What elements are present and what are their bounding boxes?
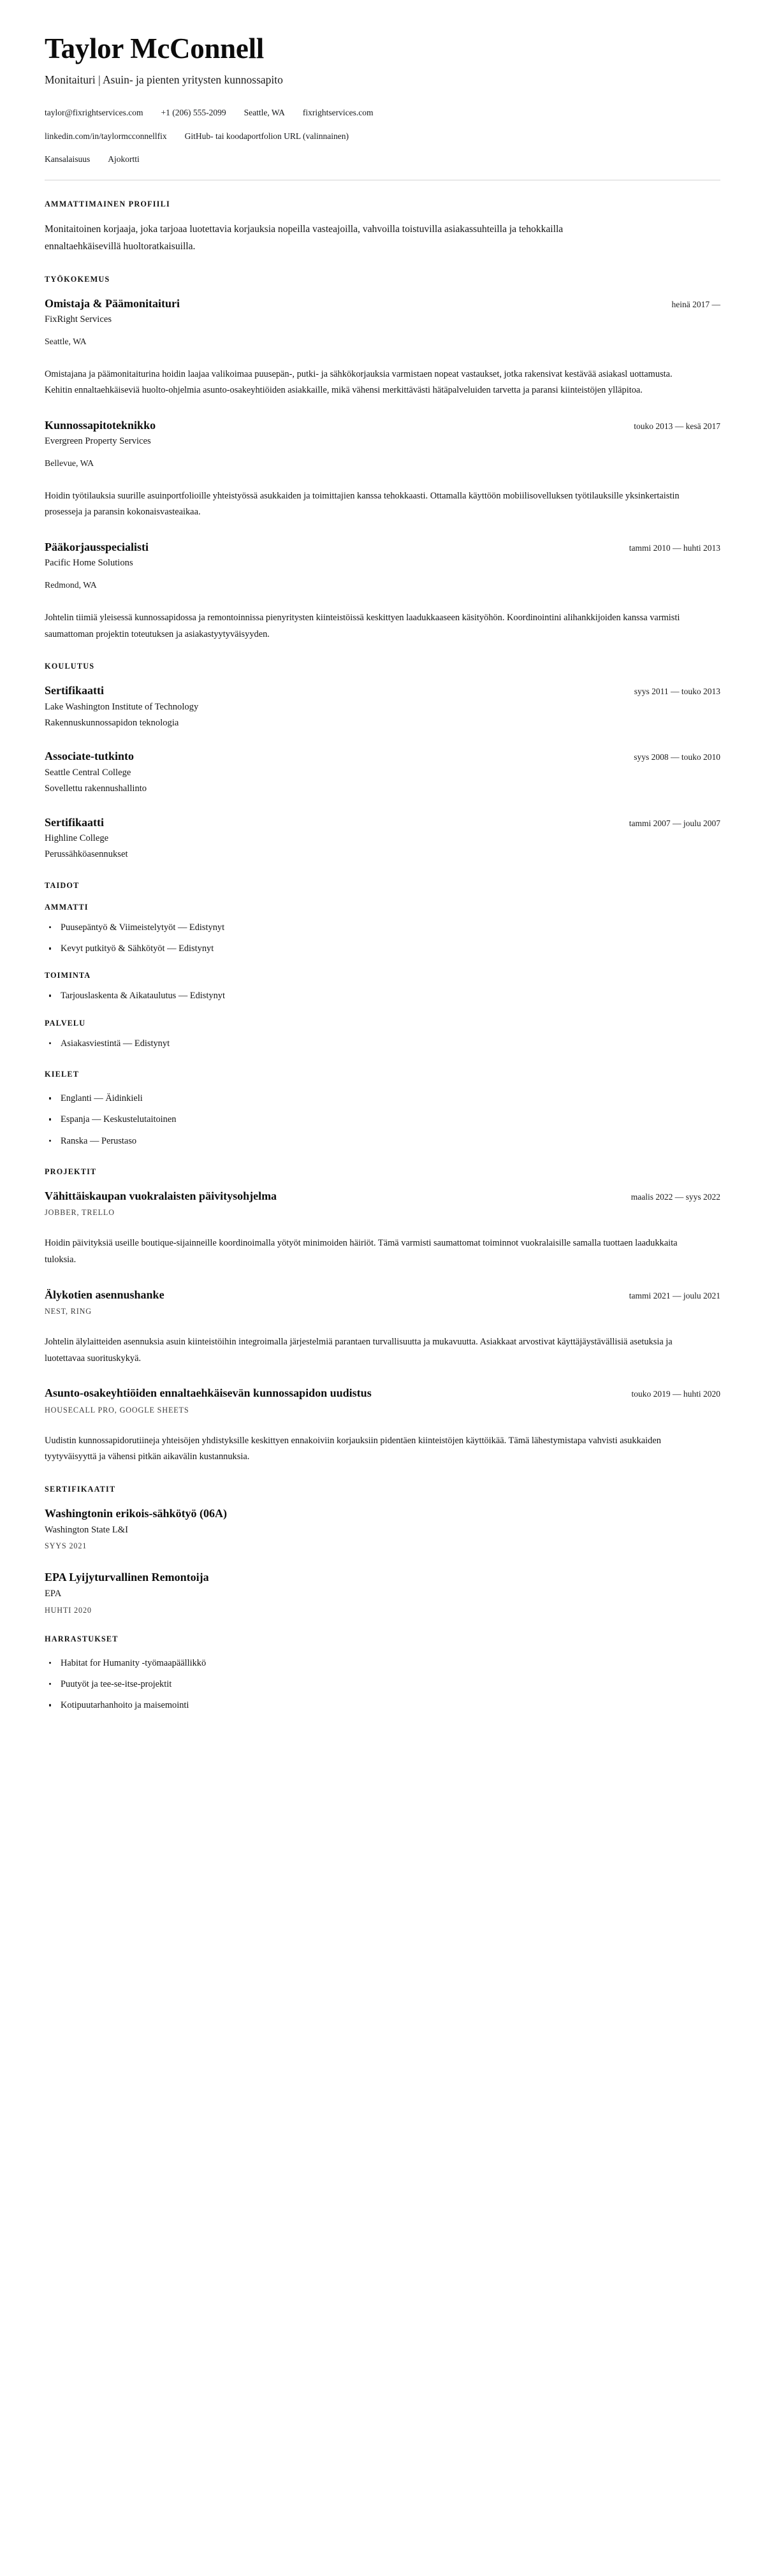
experience-location: Seattle, WA bbox=[45, 336, 87, 346]
skill-list bbox=[45, 1037, 720, 1051]
experience-entry bbox=[45, 418, 720, 521]
certificate-entry-header bbox=[45, 1570, 720, 1585]
language-item: Ranska — Perustaso bbox=[45, 1134, 720, 1148]
candidate-name: Taylor McConnell bbox=[45, 33, 264, 64]
education-dates: tammi 2007 — joulu 2007 bbox=[629, 818, 720, 828]
education-dates: syys 2011 — touko 2013 bbox=[634, 687, 720, 697]
experience-role: Pääkorjausspecialisti bbox=[45, 541, 149, 554]
profile-summary-text: Monitaitoinen korjaaja, joka tarjoaa luotettavia korjauksia nopeilla vasteajoilla, vahvoilla toistuvilla asiakassuhteilla ja tehokkailla ennaltaehkäisevillä huoltoratkaisuilla. bbox=[45, 223, 564, 252]
project-description: Hoidin päivityksiä useille boutique-sijainneille koordinoimalla yötyöt minimoiden häiriöt. Tämä varmisti saumattomat toiminnot vuokralaisille samalla tuottaen laadukkaita tuloksia. bbox=[45, 1238, 678, 1265]
section-skills bbox=[45, 881, 720, 1051]
certificate-date: SYYS 2021 bbox=[45, 1541, 87, 1551]
skill-item: Kevyt putkityö & Sähkötyöt — Edistynyt bbox=[45, 942, 720, 956]
project-name: Asunto-osakeyhtiöiden ennaltaehkäisevän kunnossapidon uudistus bbox=[45, 1386, 372, 1400]
hobby-item: Kotipuutarhanhoito ja maisemointi bbox=[45, 1698, 720, 1712]
experience-organization: Pacific Home Solutions bbox=[45, 558, 133, 569]
certificate-name: Washingtonin erikois-sähkötyö (06A) bbox=[45, 1507, 228, 1520]
education-entry-header bbox=[45, 683, 720, 698]
experience-description: Omistajana ja päämonitaiturina hoidin laajaa valikoimaa puusepän-, putki- ja sähkökorjauksia varmistaen nopeat vastaukset, jotka rakensivat kestävää asiakasl uottamusta. Kehitin ennaltaehkäiseviä huolto-ohjelmia asunto-osakeyhtiöiden asiakkaille, mikä vähensi merkittävästi hätäpalveluiden tarvetta ja paransi kiinteistöjen ylläpitoa. bbox=[45, 368, 673, 396]
section-title-projects: PROJEKTIT bbox=[45, 1167, 97, 1177]
contact-linkedin[interactable]: linkedin.com/in/taylormcconnellfix bbox=[45, 131, 167, 141]
section-languages bbox=[45, 1070, 720, 1148]
education-degree: Sertifikaatti bbox=[45, 815, 104, 829]
section-hobbies bbox=[45, 1634, 720, 1713]
hobby-item: Puutyöt ja tee-se-itse-projektit bbox=[45, 1677, 720, 1691]
contact-row-extra bbox=[45, 153, 720, 166]
skill-group-name: AMMATTI bbox=[45, 902, 89, 912]
certificate-issuer: Washington State L&I bbox=[45, 1524, 128, 1535]
section-title-education: KOULUTUS bbox=[45, 662, 95, 671]
section-profile bbox=[45, 200, 720, 256]
contact-website[interactable]: fixrightservices.com bbox=[302, 108, 374, 118]
project-name: Vähittäiskaupan vuokralaisten päivitysohjelma bbox=[45, 1190, 277, 1203]
experience-entry bbox=[45, 296, 720, 399]
contact-phone[interactable]: +1 (206) 555-2099 bbox=[161, 108, 226, 118]
section-experience bbox=[45, 275, 720, 643]
section-title-experience: TYÖKOKEMUS bbox=[45, 274, 110, 284]
section-education bbox=[45, 662, 720, 862]
hobby-item: Habitat for Humanity -työmaapäällikkö bbox=[45, 1656, 720, 1670]
education-dates: syys 2008 — touko 2010 bbox=[634, 752, 720, 762]
experience-dates: heinä 2017 — bbox=[671, 299, 720, 309]
skill-item: Tarjouslaskenta & Aikataulutus — Edistynyt bbox=[45, 989, 720, 1003]
project-dates: maalis 2022 — syys 2022 bbox=[630, 1192, 720, 1202]
contact-portfolio[interactable]: GitHub- tai koodaportfolion URL (valinnainen) bbox=[184, 131, 349, 141]
section-title-languages: KIELET bbox=[45, 1070, 80, 1079]
experience-organization: FixRight Services bbox=[45, 314, 112, 324]
experience-entry bbox=[45, 540, 720, 643]
experience-description: Hoidin työtilauksia suurille asuinportfolioille yhteistyössä asukkaiden ja toimittajien kanssa tehokkaasti. Ottamalla käyttöön mobiilisovelluksen työtilauksille yksinkertaistin prosesseja ja paransin kokonaisvasteaikaa. bbox=[45, 490, 680, 518]
education-field: Rakennuskunnossapidon teknologia bbox=[45, 717, 179, 728]
education-school: Highline College bbox=[45, 833, 109, 844]
section-title-certificates: SERTIFIKAATIT bbox=[45, 1485, 116, 1494]
skill-list bbox=[45, 921, 720, 956]
experience-entry-header bbox=[45, 296, 720, 311]
section-title-skills: TAIDOT bbox=[45, 880, 80, 890]
education-field: Perussähköasennukset bbox=[45, 848, 128, 859]
certificate-entry-header bbox=[45, 1506, 720, 1521]
certificate-entry bbox=[45, 1506, 720, 1551]
education-entry-header bbox=[45, 815, 720, 830]
project-description: Uudistin kunnossapidorutiineja yhteisöjen yhdistyksille keskittyen ennakoiviin korjauksiin pidentäen kiinteistöjen käyttöikää. Tämä lähestymistapa vahvisti asukkaiden tyytyväisyyttä ja vähensi pitkän aikavälin kustannuksia. bbox=[45, 1435, 661, 1462]
certificate-date: HUHTI 2020 bbox=[45, 1605, 92, 1615]
contact-email[interactable]: taylor@fixrightservices.com bbox=[45, 108, 143, 118]
language-list bbox=[45, 1091, 720, 1148]
experience-location: Redmond, WA bbox=[45, 580, 97, 590]
contact-location: Seattle, WA bbox=[244, 108, 285, 118]
project-tools: JOBBER, TRELLO bbox=[45, 1208, 115, 1218]
project-entry-header bbox=[45, 1288, 720, 1302]
education-degree: Sertifikaatti bbox=[45, 684, 104, 697]
section-projects bbox=[45, 1167, 720, 1466]
language-item: Englanti — Äidinkieli bbox=[45, 1091, 720, 1105]
contact-citizenship: Kansalaisuus bbox=[45, 154, 91, 164]
project-entry bbox=[45, 1189, 720, 1269]
project-dates: touko 2019 — huhti 2020 bbox=[631, 1389, 720, 1399]
project-tools: HOUSECALL PRO, GOOGLE SHEETS bbox=[45, 1405, 189, 1415]
resume-header bbox=[45, 33, 720, 180]
language-item: Espanja — Keskustelutaitoinen bbox=[45, 1112, 720, 1126]
project-entry bbox=[45, 1288, 720, 1367]
skill-item: Asiakasviestintä — Edistynyt bbox=[45, 1037, 720, 1051]
experience-organization: Evergreen Property Services bbox=[45, 436, 151, 447]
contact-drivers-license: Ajokortti bbox=[108, 154, 140, 164]
candidate-headline: Monitaituri | Asuin- ja pienten yritysten kunnossapito bbox=[45, 73, 283, 86]
skill-item: Puusepäntyö & Viimeistelytyöt — Edistynyt bbox=[45, 921, 720, 935]
education-entry bbox=[45, 815, 720, 862]
skill-group bbox=[45, 971, 720, 1003]
experience-dates: touko 2013 — kesä 2017 bbox=[634, 421, 720, 431]
education-entry bbox=[45, 749, 720, 796]
skill-group bbox=[45, 903, 720, 956]
education-degree: Associate-tutkinto bbox=[45, 750, 134, 763]
certificate-entry bbox=[45, 1570, 720, 1615]
certificate-name: EPA Lyijyturvallinen Remontoija bbox=[45, 1571, 209, 1584]
education-entry bbox=[45, 683, 720, 730]
experience-description: Johtelin tiimiä yleisessä kunnossapidossa ja remontoinnissa pienyritysten kiinteistöissä keskittyen laadukkaaseen käsityöhön. Koordinointini alihankkijoiden kanssa varmisti saumattoman projektin toteutuksen ja asiakastyytyväisyyden. bbox=[45, 613, 680, 639]
project-dates: tammi 2021 — joulu 2021 bbox=[629, 1290, 720, 1300]
education-entry-header bbox=[45, 749, 720, 764]
project-name: Älykotien asennushanke bbox=[45, 1288, 164, 1301]
project-description: Johtelin älylaitteiden asennuksia asuin kiinteistöihin integroimalla järjestelmiä parantaen turvallisuutta ja mukavuutta. Asiakkaat arvostivat käyttäjäystävällisiä asetuksia ja luotettavaa suorituskykyä. bbox=[45, 1337, 673, 1364]
education-school: Lake Washington Institute of Technology bbox=[45, 701, 199, 712]
section-title-profile: AMMATTIMAINEN PROFIILI bbox=[45, 199, 170, 208]
experience-entry-header bbox=[45, 540, 720, 555]
project-entry-header bbox=[45, 1386, 720, 1401]
certificate-issuer: EPA bbox=[45, 1588, 62, 1599]
experience-dates: tammi 2010 — huhti 2013 bbox=[629, 543, 720, 553]
experience-role: Kunnossapitoteknikko bbox=[45, 418, 156, 432]
experience-role: Omistaja & Päämonitaituri bbox=[45, 296, 180, 310]
contact-row-primary bbox=[45, 106, 720, 119]
section-title-hobbies: HARRASTUKSET bbox=[45, 1634, 119, 1643]
project-entry-header bbox=[45, 1189, 720, 1204]
education-field: Sovellettu rakennushallinto bbox=[45, 783, 147, 794]
education-school: Seattle Central College bbox=[45, 767, 131, 778]
contact-row-links bbox=[45, 130, 720, 143]
hobby-list bbox=[45, 1656, 720, 1713]
section-certificates bbox=[45, 1485, 720, 1615]
skill-list bbox=[45, 989, 720, 1003]
project-tools: NEST, RING bbox=[45, 1307, 92, 1316]
skill-group-name: PALVELU bbox=[45, 1018, 86, 1028]
skill-group-name: TOIMINTA bbox=[45, 971, 91, 980]
experience-entry-header bbox=[45, 418, 720, 433]
skill-group bbox=[45, 1019, 720, 1051]
experience-location: Bellevue, WA bbox=[45, 458, 94, 469]
project-entry bbox=[45, 1386, 720, 1466]
